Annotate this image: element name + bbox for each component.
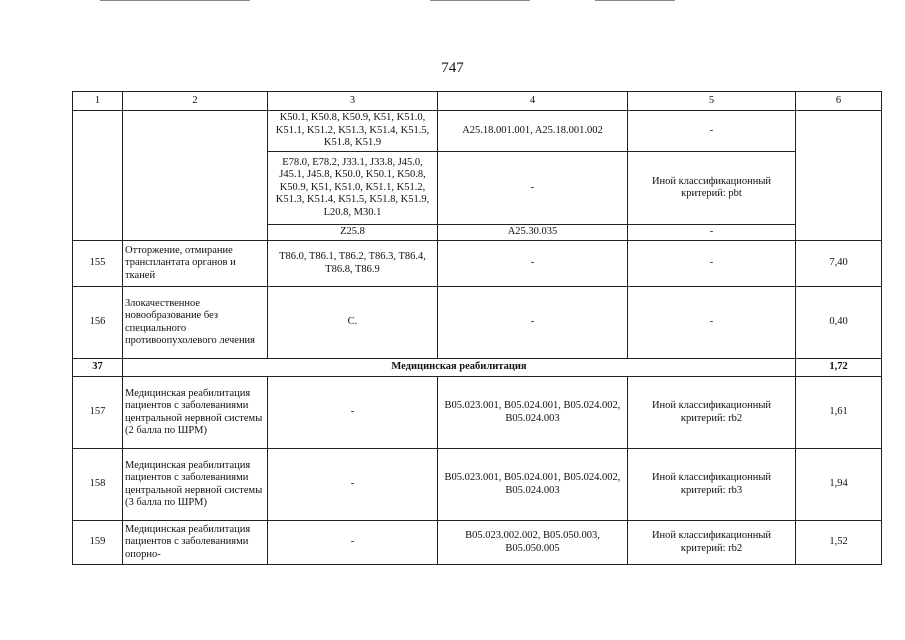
- criteria-cell: -: [628, 225, 796, 241]
- header-cell: 3: [268, 92, 438, 111]
- criteria-cell: Иной классификационный критерий: rb2: [628, 521, 796, 565]
- codes-cell: -: [268, 521, 438, 565]
- group-name: Злокачественное новообразование без специального противоопухолевого лечения: [123, 287, 268, 359]
- codes-cell: -: [268, 449, 438, 521]
- coefficient-cell: 1,94: [796, 449, 882, 521]
- services-cell: B05.023.001, B05.024.001, B05.024.002, B05.024.003: [438, 449, 628, 521]
- group-name: Медицинская реабилитация пациентов с заболеваниями центральной нервной системы (2 балла по ШРМ): [123, 377, 268, 449]
- criteria-cell: -: [628, 241, 796, 287]
- group-name: Медицинская реабилитация пациентов с заболеваниями центральной нервной системы (3 балла по ШРМ): [123, 449, 268, 521]
- row-number: 155: [73, 241, 123, 287]
- services-cell: -: [438, 152, 628, 225]
- header-cell: 4: [438, 92, 628, 111]
- criteria-cell: Иной классификационный критерий: pbt: [628, 152, 796, 225]
- empty-cell: [123, 111, 268, 241]
- services-cell: -: [438, 287, 628, 359]
- criteria-cell: Иной классификационный критерий: rb2: [628, 377, 796, 449]
- header-cell: 5: [628, 92, 796, 111]
- table-row: [73, 521, 882, 565]
- header-cell: 6: [796, 92, 882, 111]
- codes-cell: T86.0, T86.1, T86.2, T86.3, T86.4, T86.8, T86.9: [268, 241, 438, 287]
- criteria-cell: Иной классификационный критерий: rb3: [628, 449, 796, 521]
- coefficient-cell: 1,61: [796, 377, 882, 449]
- table-row: [73, 241, 882, 287]
- services-cell: B05.023.001, B05.024.001, B05.024.002, B05.024.003: [438, 377, 628, 449]
- codes-cell: C.: [268, 287, 438, 359]
- row-number: 156: [73, 287, 123, 359]
- coefficient-cell: 7,40: [796, 241, 882, 287]
- empty-cell: [796, 111, 882, 241]
- criteria-cell: -: [628, 111, 796, 152]
- header-row: [73, 92, 882, 111]
- scan-top-line-mid: [430, 0, 530, 1]
- table-row: [73, 377, 882, 449]
- section-number: 37: [73, 359, 123, 377]
- group-name: Отторжение, отмирание трансплантата органов и тканей: [123, 241, 268, 287]
- codes-cell: -: [268, 377, 438, 449]
- services-cell: -: [438, 241, 628, 287]
- row-number: 157: [73, 377, 123, 449]
- page-number: 747: [441, 60, 464, 76]
- section-coefficient: 1,72: [796, 359, 882, 377]
- scan-top-line-right: [595, 0, 675, 1]
- coefficient-cell: 1,52: [796, 521, 882, 565]
- services-cell: A25.30.035: [438, 225, 628, 241]
- codes-cell: K50.1, K50.8, K50.9, K51, K51.0, K51.1, K51.2, K51.3, K51.4, K51.5, K51.8, K51.9: [268, 111, 438, 152]
- coefficient-cell: 0,40: [796, 287, 882, 359]
- criteria-cell: -: [628, 287, 796, 359]
- table-row: [73, 111, 882, 152]
- header-cell: 2: [123, 92, 268, 111]
- classification-table: [72, 91, 882, 565]
- row-number: 159: [73, 521, 123, 565]
- group-name: Медицинская реабилитация пациентов с заболеваниями опорно-: [123, 521, 268, 565]
- header-cell: 1: [73, 92, 123, 111]
- codes-cell: Z25.8: [268, 225, 438, 241]
- section-row: [73, 359, 882, 377]
- empty-cell: [73, 111, 123, 241]
- scan-top-line-left: [100, 0, 250, 1]
- services-cell: B05.023.002.002, B05.050.003, B05.050.005: [438, 521, 628, 565]
- services-cell: A25.18.001.001, A25.18.001.002: [438, 111, 628, 152]
- table-row: [73, 287, 882, 359]
- table-row: [73, 449, 882, 521]
- section-title: Медицинская реабилитация: [123, 359, 796, 377]
- row-number: 158: [73, 449, 123, 521]
- codes-cell: E78.0, E78.2, J33.1, J33.8, J45.0, J45.1, J45.8, K50.0, K50.1, K50.8, K50.9, K51, K51.0, K51.1, K51.2, K51.3, K51.4, K51.5, K51.8, K51.9, L20.8, M30.1: [268, 152, 438, 225]
